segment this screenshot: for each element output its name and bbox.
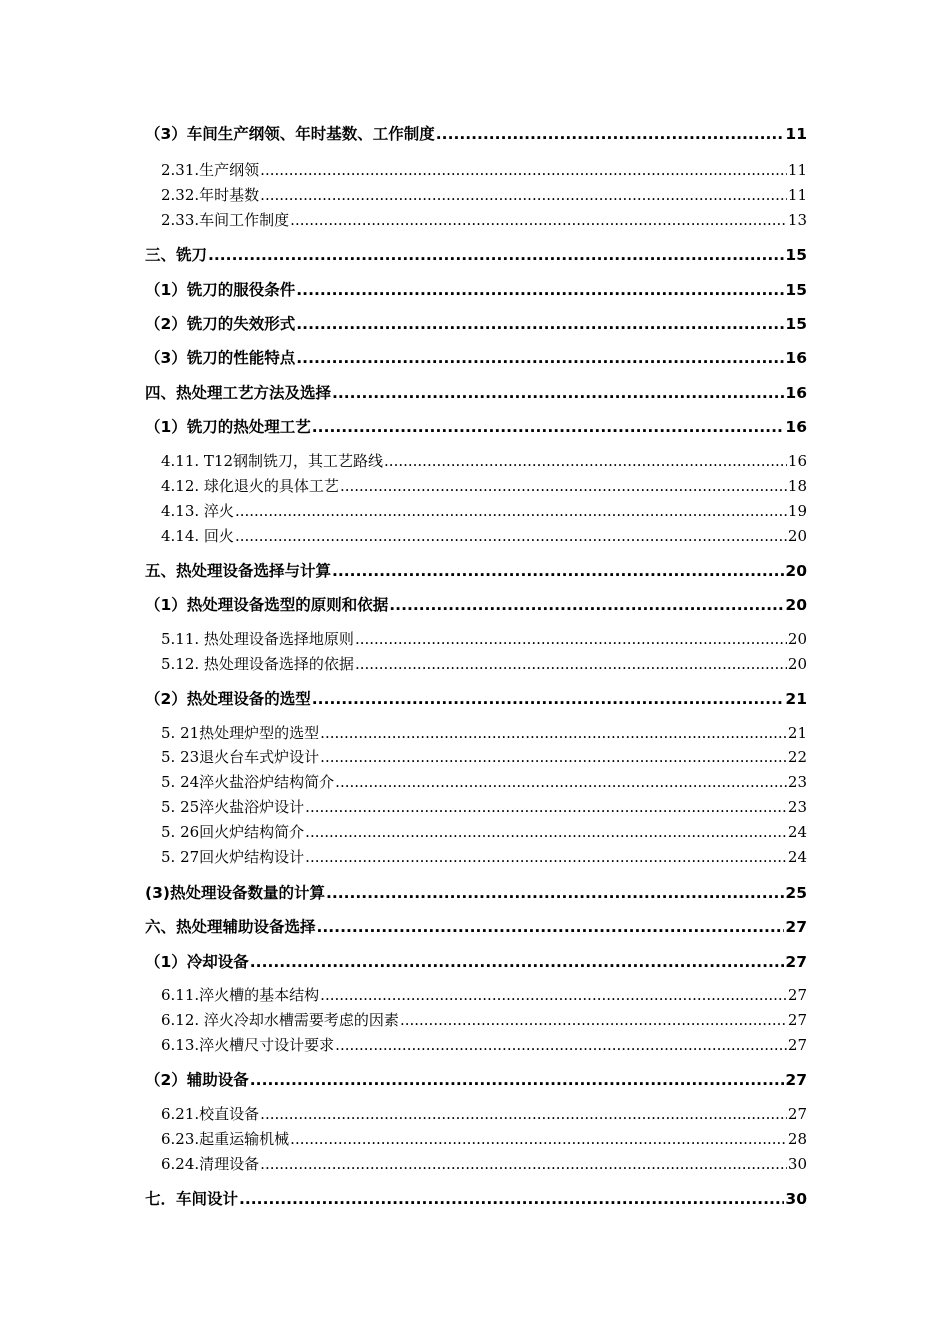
toc-entry-page-number: 27 xyxy=(787,1011,807,1029)
toc-entry[interactable] xyxy=(145,1187,807,1209)
toc-entry-title: 5. 26回火炉结构简介 xyxy=(161,823,305,841)
toc-entry-page-number: 20 xyxy=(785,596,807,614)
toc-entry[interactable] xyxy=(145,1153,807,1174)
toc-entry-page-number: 25 xyxy=(785,884,807,902)
toc-entry-title: 六、热处理辅助设备选择 xyxy=(145,918,316,936)
toc-leader-dots xyxy=(260,161,787,179)
toc-entry-title: 4.12. 球化退火的具体工艺 xyxy=(161,477,339,495)
toc-entry-title: 七．车间设计 xyxy=(145,1190,239,1208)
toc-entry-title: 5.11. 热处理设备选择地原则 xyxy=(161,630,354,648)
toc-entry[interactable] xyxy=(145,1009,807,1030)
toc-entry[interactable] xyxy=(145,475,807,496)
toc-entry-title: 6.24.清理设备 xyxy=(161,1155,260,1173)
toc-entry[interactable] xyxy=(145,984,807,1005)
toc-entry-title: 四、热处理工艺方法及选择 xyxy=(145,384,332,402)
toc-entry[interactable] xyxy=(145,243,807,265)
toc-entry-page-number: 24 xyxy=(787,848,807,866)
toc-leader-dots xyxy=(436,125,785,143)
toc-entry[interactable] xyxy=(145,746,807,767)
toc-leader-dots xyxy=(312,418,785,436)
toc-leader-dots xyxy=(326,884,784,902)
toc-leader-dots xyxy=(355,630,787,648)
toc-entry-title: 6.12. 淬火冷却水槽需要考虑的因素 xyxy=(161,1011,399,1029)
toc-entry-title: 6.11.淬火槽的基本结构 xyxy=(161,986,320,1004)
toc-entry-title: 2.31.生产纲领 xyxy=(161,161,260,179)
toc-entry-page-number: 16 xyxy=(787,452,807,470)
toc-entry-page-number: 16 xyxy=(785,349,807,367)
toc-entry-page-number: 11 xyxy=(787,161,807,179)
toc-entry[interactable] xyxy=(145,1103,807,1124)
toc-leader-dots xyxy=(296,349,784,367)
toc-entry[interactable] xyxy=(145,771,807,792)
toc-leader-dots xyxy=(260,186,787,204)
toc-entry-title: 5. 24淬火盐浴炉结构简介 xyxy=(161,773,335,791)
toc-entry-page-number: 21 xyxy=(785,690,807,708)
toc-entry-page-number: 20 xyxy=(787,527,807,545)
toc-entry-page-number: 16 xyxy=(785,384,807,402)
toc-entry-page-number: 20 xyxy=(787,630,807,648)
toc-entry-page-number: 27 xyxy=(787,1036,807,1054)
toc-entry-title: （2）铣刀的失效形式 xyxy=(145,315,296,333)
toc-entry-page-number: 23 xyxy=(787,773,807,791)
toc-entry[interactable] xyxy=(145,559,807,581)
toc-entry-page-number: 20 xyxy=(785,562,807,580)
toc-entry[interactable] xyxy=(145,1034,807,1055)
toc-entry[interactable] xyxy=(145,209,807,230)
toc-entry[interactable] xyxy=(145,312,807,334)
toc-entry-title: 三、铣刀 xyxy=(145,246,208,264)
toc-entry-page-number: 28 xyxy=(787,1130,807,1148)
toc-entry[interactable] xyxy=(145,500,807,521)
toc-leader-dots xyxy=(250,953,785,971)
toc-entry[interactable] xyxy=(145,1068,807,1090)
toc-entry-title: 5. 27回火炉结构设计 xyxy=(161,848,305,866)
toc-entry-title: （1）铣刀的服役条件 xyxy=(145,281,296,299)
toc-leader-dots xyxy=(384,452,787,470)
toc-entry[interactable] xyxy=(145,653,807,674)
toc-entry-title: 5.12. 热处理设备选择的依据 xyxy=(161,655,354,673)
toc-entry-page-number: 19 xyxy=(787,502,807,520)
toc-entry[interactable] xyxy=(145,950,807,972)
toc-entry-title: 6.21.校直设备 xyxy=(161,1105,260,1123)
toc-entry[interactable] xyxy=(145,415,807,437)
toc-leader-dots xyxy=(340,477,787,495)
toc-entry[interactable] xyxy=(145,278,807,300)
toc-entry[interactable] xyxy=(145,381,807,403)
toc-entry-page-number: 27 xyxy=(785,1071,807,1089)
toc-entry-title: 2.32.年时基数 xyxy=(161,186,260,204)
toc-leader-dots xyxy=(239,1190,784,1208)
toc-entry[interactable] xyxy=(145,593,807,615)
toc-leader-dots xyxy=(235,502,787,520)
toc-leader-dots xyxy=(305,823,787,841)
toc-entry[interactable] xyxy=(145,525,807,546)
toc-leader-dots xyxy=(335,1036,787,1054)
toc-entry-page-number: 15 xyxy=(785,315,807,333)
toc-leader-dots xyxy=(320,724,787,742)
toc-leader-dots xyxy=(317,918,785,936)
toc-entry-page-number: 20 xyxy=(787,655,807,673)
toc-entry[interactable] xyxy=(145,722,807,743)
toc-entry-page-number: 30 xyxy=(785,1190,807,1208)
toc-entry-page-number: 24 xyxy=(787,823,807,841)
toc-leader-dots xyxy=(320,986,787,1004)
toc-leader-dots xyxy=(208,246,784,264)
toc-entry-page-number: 30 xyxy=(787,1155,807,1173)
toc-entry-page-number: 16 xyxy=(785,418,807,436)
toc-entry-title: 5. 21热处理炉型的选型 xyxy=(161,724,320,742)
toc-leader-dots xyxy=(250,1071,785,1089)
toc-entry-page-number: 11 xyxy=(785,125,807,143)
toc-leader-dots xyxy=(260,1105,787,1123)
toc-entry-page-number: 27 xyxy=(785,953,807,971)
toc-entry-title: 6.23.起重运输机械 xyxy=(161,1130,290,1148)
toc-entry-page-number: 18 xyxy=(787,477,807,495)
toc-leader-dots xyxy=(332,384,784,402)
toc-entry[interactable] xyxy=(145,1128,807,1149)
toc-entry-title: （1）热处理设备选型的原则和依据 xyxy=(145,596,389,614)
toc-entry[interactable] xyxy=(145,915,807,937)
toc-leader-dots xyxy=(296,315,784,333)
toc-entry-page-number: 23 xyxy=(787,798,807,816)
toc-entry-page-number: 15 xyxy=(785,281,807,299)
toc-leader-dots xyxy=(290,1130,787,1148)
toc-entry-title: 4.14. 回火 xyxy=(161,527,234,545)
toc-leader-dots xyxy=(332,562,784,580)
toc-leader-dots xyxy=(305,848,787,866)
toc-leader-dots xyxy=(305,798,787,816)
toc-leader-dots xyxy=(235,527,787,545)
toc-entry-page-number: 15 xyxy=(785,246,807,264)
toc-entry-page-number: 21 xyxy=(787,724,807,742)
toc-leader-dots xyxy=(355,655,787,673)
toc-entry[interactable] xyxy=(145,846,807,867)
toc-entry-page-number: 13 xyxy=(787,211,807,229)
toc-entry-title: （1）冷却设备 xyxy=(145,953,249,971)
toc-entry-page-number: 11 xyxy=(787,186,807,204)
toc-entry-title: （3）铣刀的性能特点 xyxy=(145,349,296,367)
toc-entry-page-number: 27 xyxy=(787,986,807,1004)
toc-entry-title: 6.13.淬火槽尺寸设计要求 xyxy=(161,1036,335,1054)
toc-entry-page-number: 27 xyxy=(787,1105,807,1123)
toc-leader-dots xyxy=(320,748,787,766)
toc-leader-dots xyxy=(260,1155,787,1173)
toc-leader-dots xyxy=(335,773,787,791)
toc-entry-title: 五、热处理设备选择与计算 xyxy=(145,562,332,580)
toc-entry-title: (3)热处理设备数量的计算 xyxy=(145,884,325,902)
toc-entry-title: （2）热处理设备的选型 xyxy=(145,690,311,708)
toc-entry-page-number: 22 xyxy=(787,748,807,766)
toc-entry[interactable] xyxy=(145,687,807,709)
toc-entry[interactable] xyxy=(145,821,807,842)
toc-entry[interactable] xyxy=(145,122,807,144)
toc-entry[interactable] xyxy=(145,346,807,368)
toc-entry-title: 5. 25淬火盐浴炉设计 xyxy=(161,798,305,816)
toc-entry[interactable] xyxy=(145,184,807,205)
toc-entry[interactable] xyxy=(145,796,807,817)
toc-entry-title: 2.33.车间工作制度 xyxy=(161,211,290,229)
toc-entry-title: （3）车间生产纲领、年时基数、工作制度 xyxy=(145,125,435,143)
toc-entry-title: 4.13. 淬火 xyxy=(161,502,234,520)
toc-leader-dots xyxy=(400,1011,787,1029)
toc-entry[interactable] xyxy=(145,159,807,180)
toc-entry-title: 5. 23退火台车式炉设计 xyxy=(161,748,320,766)
toc-entry-title: 4.11. T12钢制铣刀，其工艺路线 xyxy=(161,452,384,470)
toc-leader-dots xyxy=(290,211,787,229)
toc-entry[interactable] xyxy=(145,881,807,903)
toc-entry-page-number: 27 xyxy=(785,918,807,936)
toc-entry[interactable] xyxy=(145,628,807,649)
toc-leader-dots xyxy=(296,281,784,299)
toc-leader-dots xyxy=(312,690,785,708)
toc-entry-title: （2）辅助设备 xyxy=(145,1071,249,1089)
toc-entry[interactable] xyxy=(145,450,807,471)
toc-leader-dots xyxy=(389,596,784,614)
toc-entry-title: （1）铣刀的热处理工艺 xyxy=(145,418,311,436)
